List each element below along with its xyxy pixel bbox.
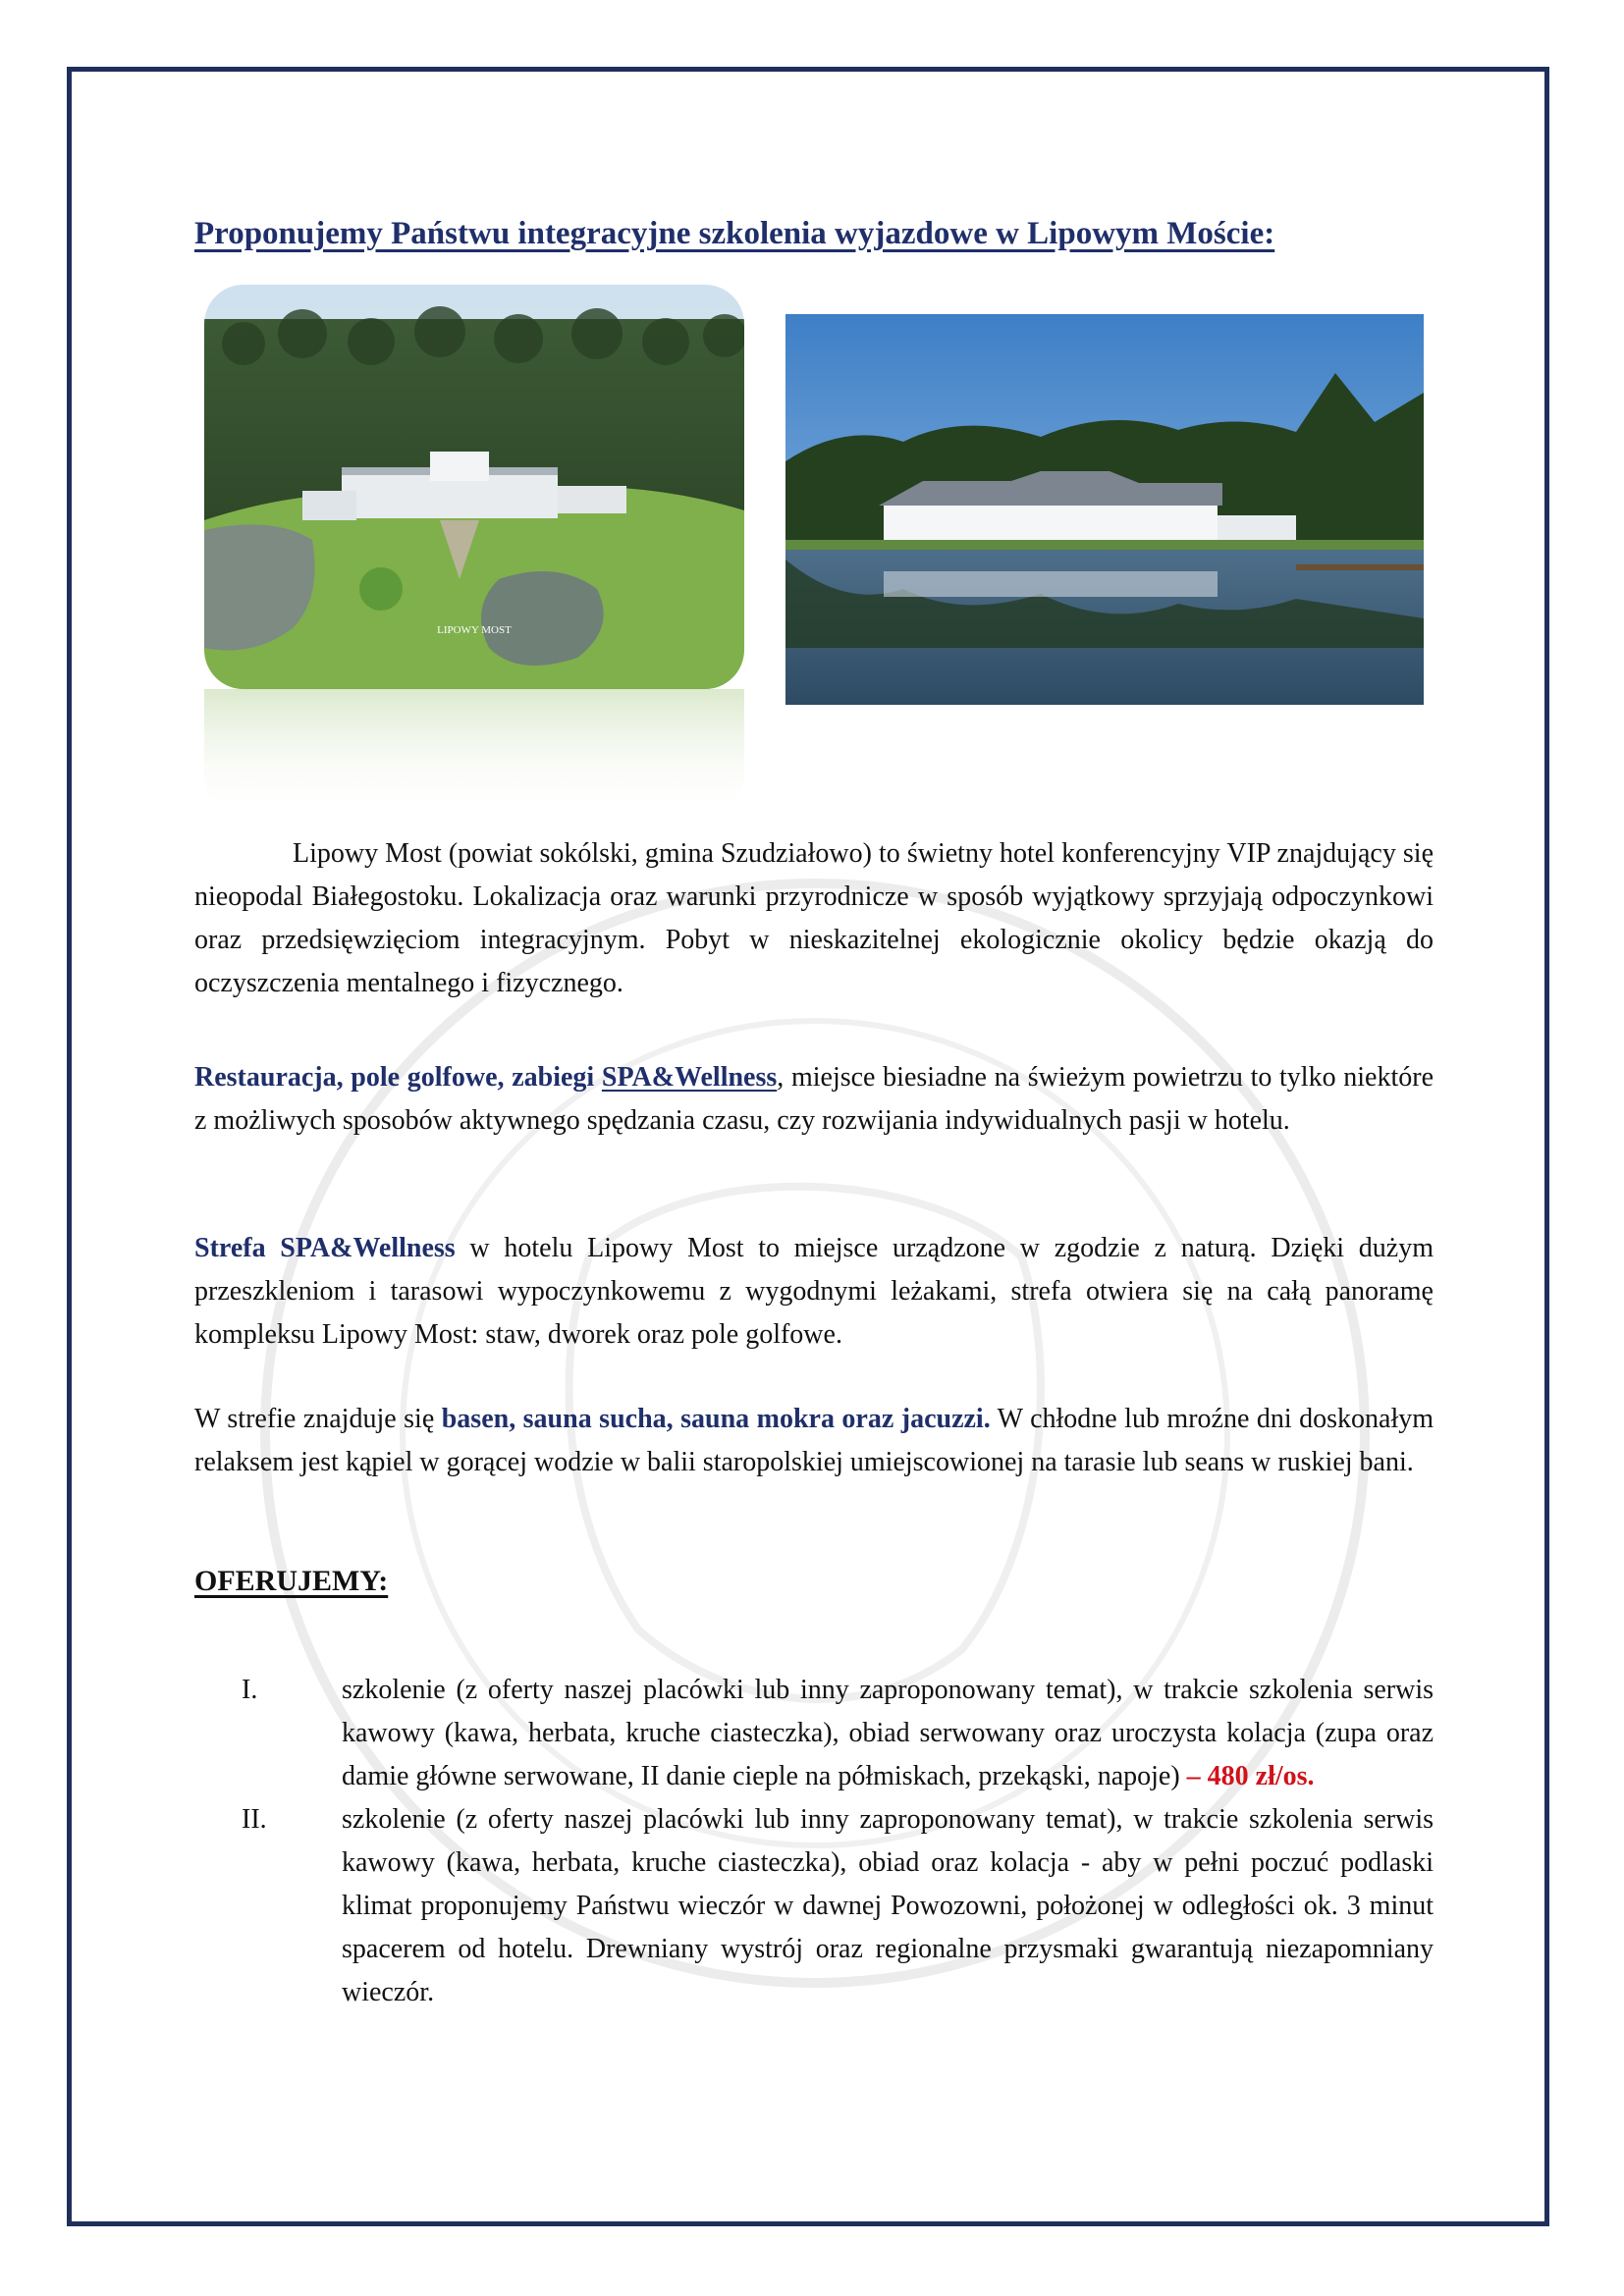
facilities-paragraph xyxy=(194,1398,1434,1484)
hotel-lake-photo xyxy=(785,314,1424,705)
facilities-bold: basen, sauna sucha, sauna mokra oraz jacuzzi. xyxy=(441,1404,991,1434)
amenities-text: , miejsce biesiadne na świeżym powietrzu to tylko niektóre z możliwych sposobów aktywnego spędzania czasu, czy rozwijania indywidualnych pasji w hotelu. xyxy=(194,1062,1435,1136)
page-heading: Proponujemy Państwu integracyjne szkolenia wyjazdowe w Lipowym Moście: xyxy=(194,216,1275,251)
offer-text: szkolenie (z oferty naszej placówki lub inny zaproponowany temat), w trakcie szkolenia serwis kawowy (kawa, herbata, kruche ciasteczka), obiad serwowany oraz uroczysta kolacja (zupa oraz damie główne serwowane, II danie cieple na półmiskach, przekąski, napoje) xyxy=(342,1675,1434,1791)
hotel-logo-text: LIPOWY MOST xyxy=(437,624,512,636)
offer-number: I. xyxy=(242,1675,258,1705)
facilities-prefix: W strefie znajduje się xyxy=(194,1404,442,1434)
offer-list xyxy=(194,1669,1434,2014)
spa-text: w hotelu Lipowy Most to miejsce urządzone w zgodzie z naturą. Dzięki dużym przeszkleniom i tarasowi wypoczynkowemu z wygodnymi leżakami, strefa otwiera się na całą panoramę kompleksu Lipowy Most: staw, dworek oraz pole golfowe. xyxy=(194,1233,1434,1350)
offer-number: II. xyxy=(242,1804,267,1835)
facilities-text: W chłodne lub mroźne dni doskonałym relaksem jest kąpiel w gorącej wodzie w balii staropolskiej umiejscowionej na tarasie lub seans w ruskiej bani. xyxy=(194,1404,1434,1477)
amenities-paragraph xyxy=(194,1056,1434,1143)
hotel-aerial-photo xyxy=(204,285,744,689)
spa-paragraph xyxy=(194,1227,1434,1357)
photo-reflection xyxy=(204,689,744,817)
intro-paragraph: Lipowy Most (powiat sokólski, gmina Szudziałowo) to świetny hotel konferencyjny VIP znajdujący się nieopodal Białegostoku. Lokalizacja oraz warunki przyrodnicze w sposób wyjątkowy sprzyjają odpoczynkowi oraz przedsięwzięciom integracyjnym. Pobyt w nieskazitelnej ekologicznie okolicy będzie okazją do oczyszczenia mentalnego i fizycznego. xyxy=(194,838,1434,998)
spa-wellness-link[interactable]: SPA&Wellness xyxy=(601,1062,778,1093)
offer-item xyxy=(194,1798,1434,2014)
offer-price: – 480 zł/os. xyxy=(1186,1761,1315,1791)
offer-item xyxy=(194,1669,1434,1798)
spa-bold: Strefa SPA&Wellness xyxy=(194,1233,456,1263)
offer-text: szkolenie (z oferty naszej placówki lub inny zaproponowany temat), w trakcie szkolenia serwis kawowy (kawa, herbata, kruche ciasteczka), obiad oraz kolacja - aby w pełni poczuć podlaski klimat proponujemy Państwu wieczór w dawnej Powozowni, położonej w odległości ok. 3 minut spacerem od hotelu. Drewniany wystrój oraz regionalne przysmaki gwarantują niezapomniany wieczór. xyxy=(342,1804,1434,2007)
offer-heading: OFERUJEMY: xyxy=(194,1565,389,1597)
amenities-bold: Restauracja, pole golfowe, zabiegi xyxy=(194,1062,602,1093)
